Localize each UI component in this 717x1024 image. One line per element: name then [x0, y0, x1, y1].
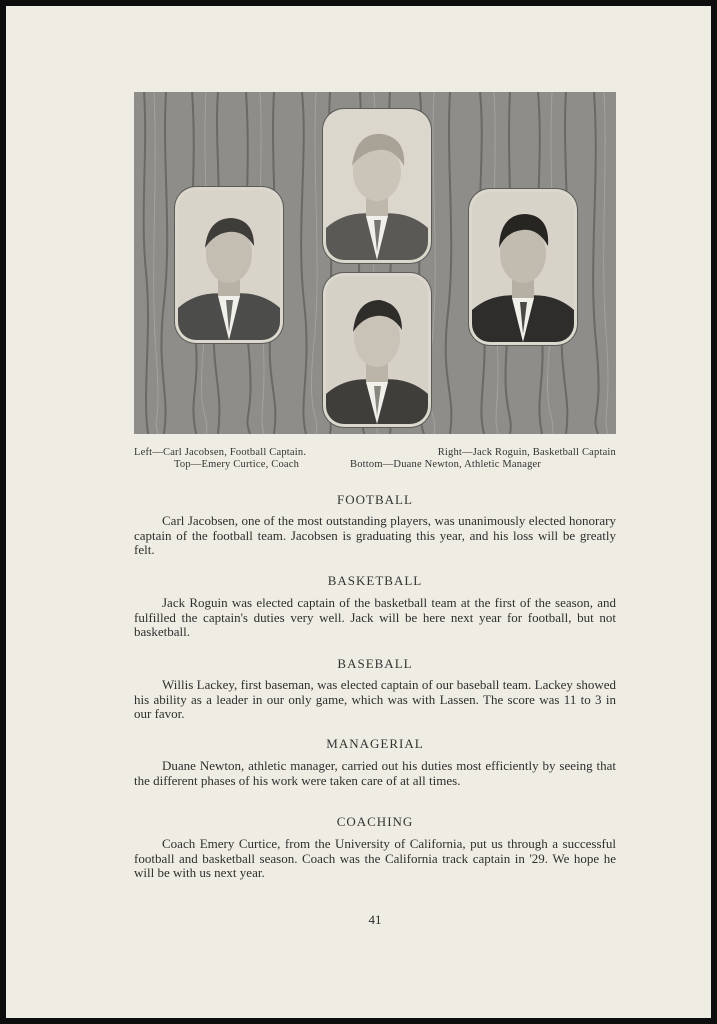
photo-panel	[134, 92, 616, 434]
section-title-baseball: BASEBALL	[337, 656, 413, 671]
portrait-right	[472, 192, 574, 342]
caption-top: Top—Emery Curtice, Coach	[174, 459, 300, 470]
portrait-top	[326, 112, 428, 260]
section-text-football: Carl Jacobsen, one of the most outstanding players, was unanimously elected honorary captain of the football team. Jacobsen is graduating this year, and his loss will be greatly felt.	[134, 513, 616, 557]
portrait-left	[178, 190, 280, 340]
portrait-bottom	[326, 276, 428, 424]
section-title-football: FOOTBALL	[337, 492, 413, 507]
caption-right: Right—Jack Roguin, Basketball Captain	[437, 447, 616, 458]
section-text-basketball: Jack Roguin was elected captain of the basketball team at the first of the season, and fulfilled the captain's duties very well. Jack will be here next year for football, but not basketball.	[134, 595, 616, 639]
section-title-coaching: COACHING	[336, 814, 414, 829]
caption-bottom: Bottom—Duane Newton, Athletic Manager	[350, 459, 542, 470]
section-text-baseball: Willis Lackey, first baseman, was elected captain of our baseball team. Lackey showed his ability as a leader in our only game, which was with Lassen. The score was 11 to 3 in our favor.	[134, 677, 616, 721]
page-number: 41	[368, 912, 382, 927]
section-text-managerial: Duane Newton, athletic manager, carried out his duties most efficiently by seeing that the different phases of his work were taken care of at all times.	[134, 758, 616, 788]
section-text-coaching: Coach Emery Curtice, from the University of California, put us through a successful football and basketball season. Coach was the California track captain in '29. We hope he will be with us next year.	[134, 836, 616, 880]
section-title-basketball: BASKETBALL	[327, 573, 423, 588]
section-title-managerial: MANAGERIAL	[326, 736, 424, 751]
yearbook-page	[6, 6, 711, 1018]
caption-left: Left—Carl Jacobsen, Football Captain.	[134, 447, 307, 458]
photo-caption	[134, 447, 616, 473]
